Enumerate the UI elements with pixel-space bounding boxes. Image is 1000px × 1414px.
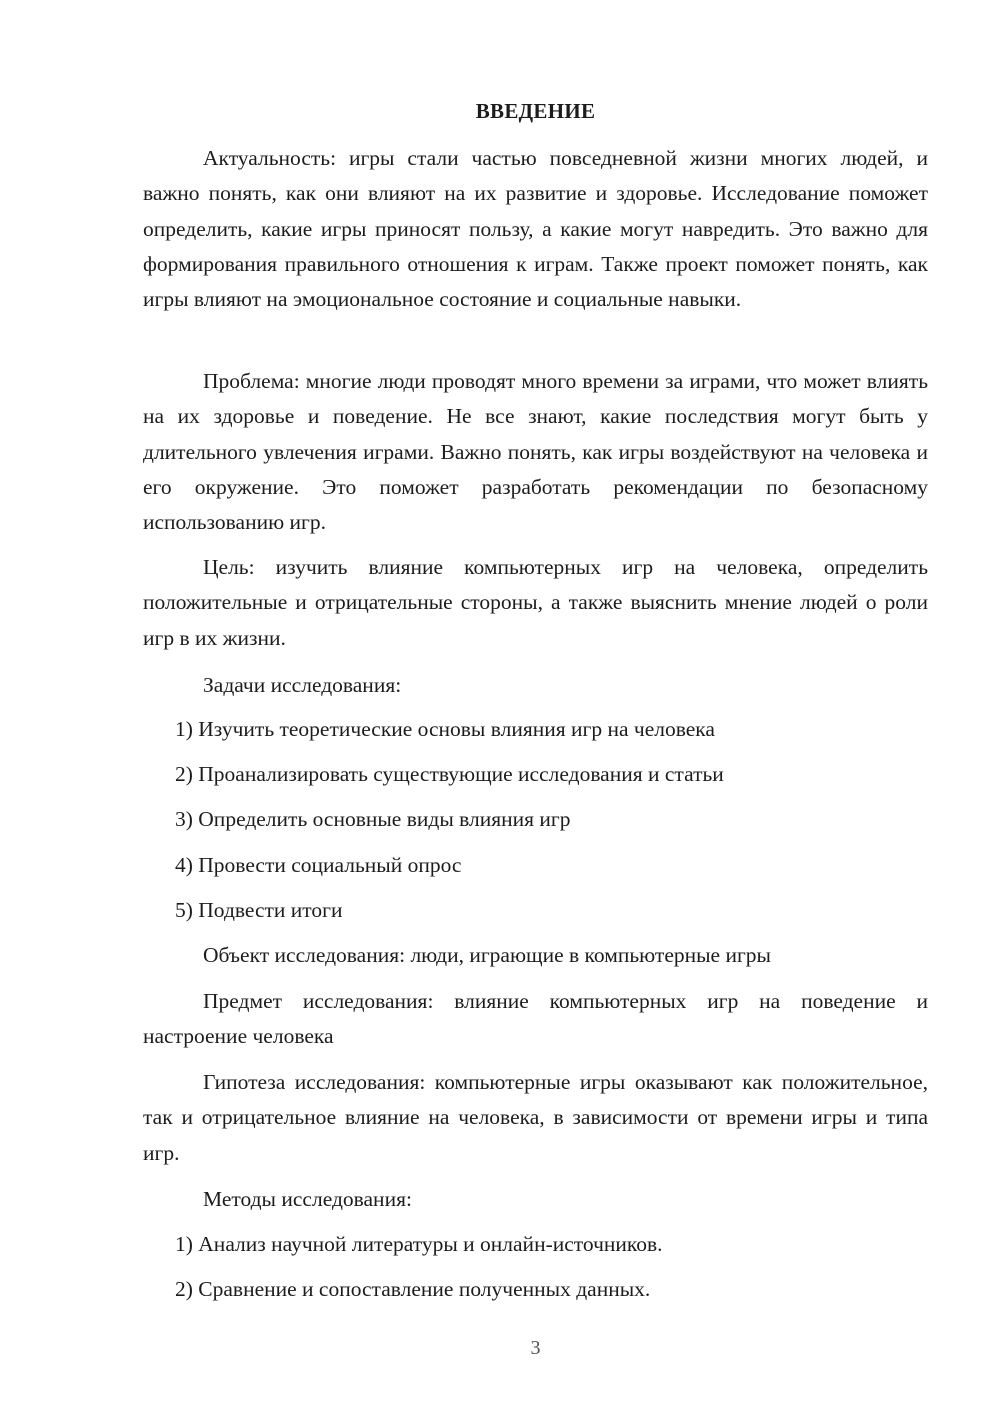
- task-item: 3) Определить основные виды влияния игр: [175, 807, 571, 831]
- subject-paragraph: Предмет исследования: влияние компьютерных игр на поведение и настроение человека: [143, 989, 928, 1049]
- page-number: 3: [530, 1337, 541, 1359]
- document-page: [143, 0, 928, 1414]
- problem-paragraph: Проблема: многие люди проводят много времени за играми, что может влиять на их здоровье и поведение. Не все знают, какие последствия могут быть у длительного увлечения играми. Важно понять, как игры воздействуют на человека и его окружение. Это поможет разработать рекомендации по безопасному использованию игр.: [143, 369, 928, 535]
- relevance-paragraph: Актуальность: игры стали частью повседневной жизни многих людей, и важно понять, как они влияют на их развитие и здоровье. Исследование поможет определить, какие игры приносят пользу, а какие могут навредить. Это важно для формирования правильного отношения к играм. Также проект поможет понять, как игры влияют на эмоциональное состояние и социальные навыки.: [143, 146, 928, 312]
- task-item: 1) Изучить теоретические основы влияния игр на человека: [175, 717, 715, 741]
- task-item: 5) Подвести итоги: [175, 898, 343, 922]
- section-title: ВВЕДЕНИЕ: [475, 99, 596, 123]
- hypothesis-paragraph: Гипотеза исследования: компьютерные игры оказывают как положительное, так и отрицательное влияние на человека, в зависимости от времени игры и типа игр.: [143, 1070, 928, 1165]
- method-item: 2) Сравнение и сопоставление полученных данных.: [175, 1277, 651, 1301]
- object-paragraph: Объект исследования: люди, играющие в компьютерные игры: [203, 943, 771, 967]
- tasks-heading: Задачи исследования:: [203, 673, 402, 697]
- task-item: 4) Провести социальный опрос: [175, 853, 462, 877]
- method-item: 1) Анализ научной литературы и онлайн-источников.: [175, 1232, 663, 1256]
- task-item: 2) Проанализировать существующие исследования и статьи: [175, 762, 724, 786]
- methods-heading: Методы исследования:: [203, 1187, 412, 1211]
- goal-paragraph: Цель: изучить влияние компьютерных игр на человека, определить положительные и отрицательные стороны, а также выяснить мнение людей о роли игр в их жизни.: [143, 555, 928, 650]
